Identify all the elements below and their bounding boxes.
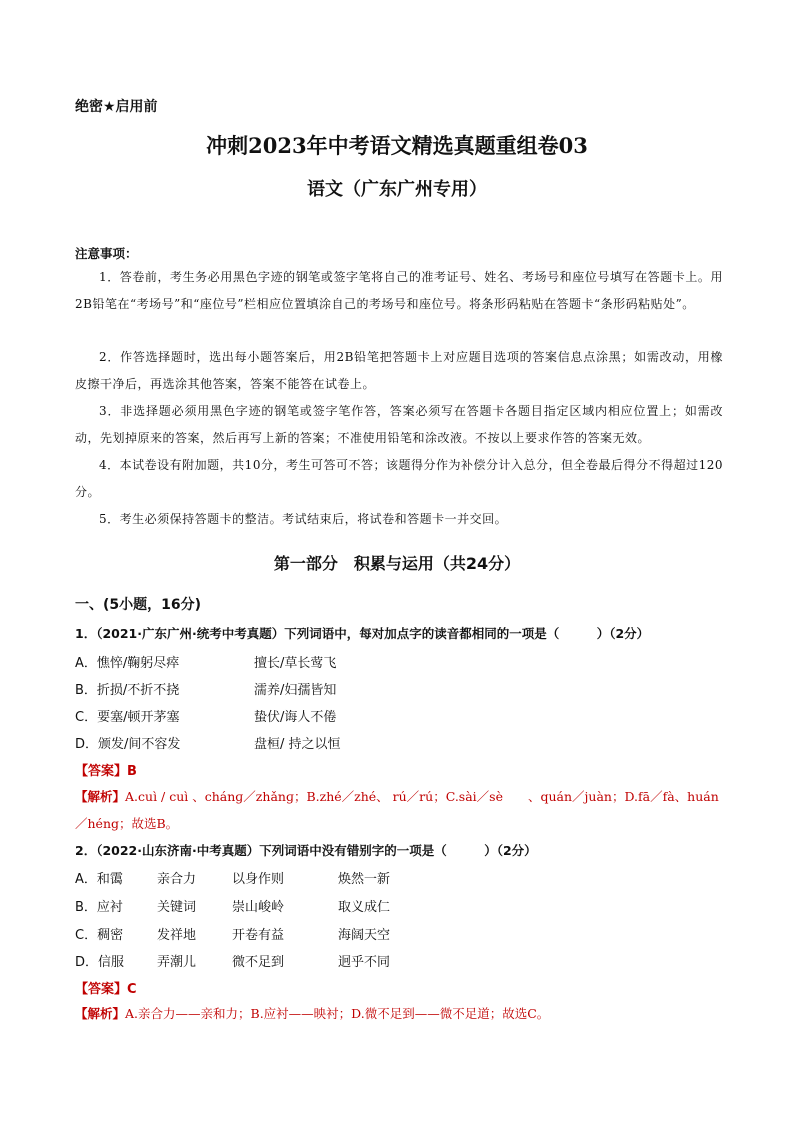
question-2-stem: 2．（2022·山东济南·中考真题）下列词语中没有错别字的一项是（ ）（2分）: [75, 843, 537, 858]
exam-subtitle: 语文（广东广州专用）: [307, 179, 487, 200]
section-heading: 一、(5小题，16分): [75, 597, 202, 613]
q2-option-b-4: 取义成仁: [338, 900, 391, 915]
exam-title: 冲刺2023年中考语文精选真题重组卷03: [206, 133, 588, 158]
notice-item: 2．作答选择题时，选出每小题答案后，用2B铅笔把答题卡上对应题目选项的答案信息点涂黑；如需改动，用橡皮擦干净后，再选涂其他答案，答案不能答在试卷上。: [75, 350, 723, 391]
q1-option-a-1: A．憔悴/鞠躬尽瘁: [75, 656, 180, 671]
q2-option-a-3: 以身作则: [232, 872, 285, 887]
q2-analysis: [75, 1001, 723, 1028]
q1-answer: [75, 760, 137, 779]
q1-option-a-2: 擅长/草长莺飞: [254, 656, 337, 671]
q1-option-d-1: D．颁发/间不容发: [75, 737, 181, 752]
q2-option-b-2: 关键词: [157, 900, 197, 915]
q2-option-a-1: A．和霭: [75, 872, 123, 887]
notice-heading: 注意事项：: [75, 246, 138, 261]
q2-option-c-4: 海阔天空: [338, 928, 391, 943]
notice-item: 1．答卷前，考生务必用黑色字迹的钢笔或签字笔将自己的准考证号、姓名、考场号和座位号填写在答题卡上。用2B铅笔在“考场号”和“座位号”栏相应位置填涂自己的考场号和座位号。将条形码粘贴在答题卡“条形码粘贴处”。: [75, 270, 723, 311]
answer-label: 【答案】: [75, 764, 128, 779]
q2-option-b-1: B．应衬: [75, 900, 123, 915]
q2-option-c-3: 开卷有益: [232, 928, 285, 943]
confidential-label: 绝密★启用前: [75, 99, 158, 115]
question-1-stem: 1．（2021·广东广州·统考中考真题）下列词语中，每对加点字的读音都相同的一项是（ ）（2分）: [75, 626, 650, 641]
q2-option-d-3: 微不足到: [232, 955, 285, 970]
q1-option-b-2: 濡养/妇孺皆知: [254, 683, 337, 698]
q2-option-a-2: 亲合力: [157, 872, 197, 887]
q1-option-d-2: 盘桓/ 持之以恒: [254, 737, 341, 752]
analysis-label: 【解析】: [75, 789, 126, 804]
q2-option-d-1: D．信服: [75, 955, 125, 970]
q2-option-b-3: 崇山峻岭: [232, 900, 285, 915]
analysis-label: 【解析】: [75, 1006, 126, 1021]
part-heading: 第一部分 积累与运用（共24分）: [273, 554, 521, 573]
notice-item: 5．考生必须保持答题卡的整洁。考试结束后，将试卷和答题卡一并交回。: [99, 512, 508, 526]
q1-option-c-2: 蛰伏/诲人不倦: [254, 710, 337, 725]
analysis-text: A.亲合力——亲和力；B.应衬——映衬；D.微不足到——微不足道；故选C。: [125, 1006, 550, 1021]
q2-answer: [75, 978, 137, 997]
answer-label: 【答案】: [75, 982, 128, 997]
q2-option-c-1: C．稠密: [75, 928, 124, 943]
notice-item: 4．本试卷设有附加题，共10分，考生可答可不答；该题得分作为补偿分计入总分，但全卷最后得分不得超过120分。: [75, 458, 723, 499]
q1-analysis: [75, 784, 723, 837]
q2-option-d-4: 迥乎不同: [338, 955, 391, 970]
answer-value: C: [127, 982, 137, 997]
q1-option-b-1: B．折损/不折不挠: [75, 683, 180, 698]
answer-value: B: [127, 764, 137, 779]
notice-item: 3．非选择题必须用黑色字迹的钢笔或签字笔作答，答案必须写在答题卡各题目指定区域内相应位置上；如需改动，先划掉原来的答案，然后再写上新的答案；不准使用铅笔和涂改液。不按以上要求作答的答案无效。: [75, 404, 723, 445]
analysis-text: A.cuì / cuì 、chánɡ／zhǎnɡ；B.zhé／zhé、 rú／rú；C.sài／sè 、quán／juàn；D.fā／fà、huán／héng；故选B。: [75, 789, 719, 831]
q2-option-c-2: 发祥地: [157, 928, 197, 943]
q2-option-d-2: 弄潮儿: [157, 955, 197, 970]
q2-option-a-4: 焕然一新: [338, 872, 391, 887]
q1-option-c-1: C．要塞/顿开茅塞: [75, 710, 180, 725]
